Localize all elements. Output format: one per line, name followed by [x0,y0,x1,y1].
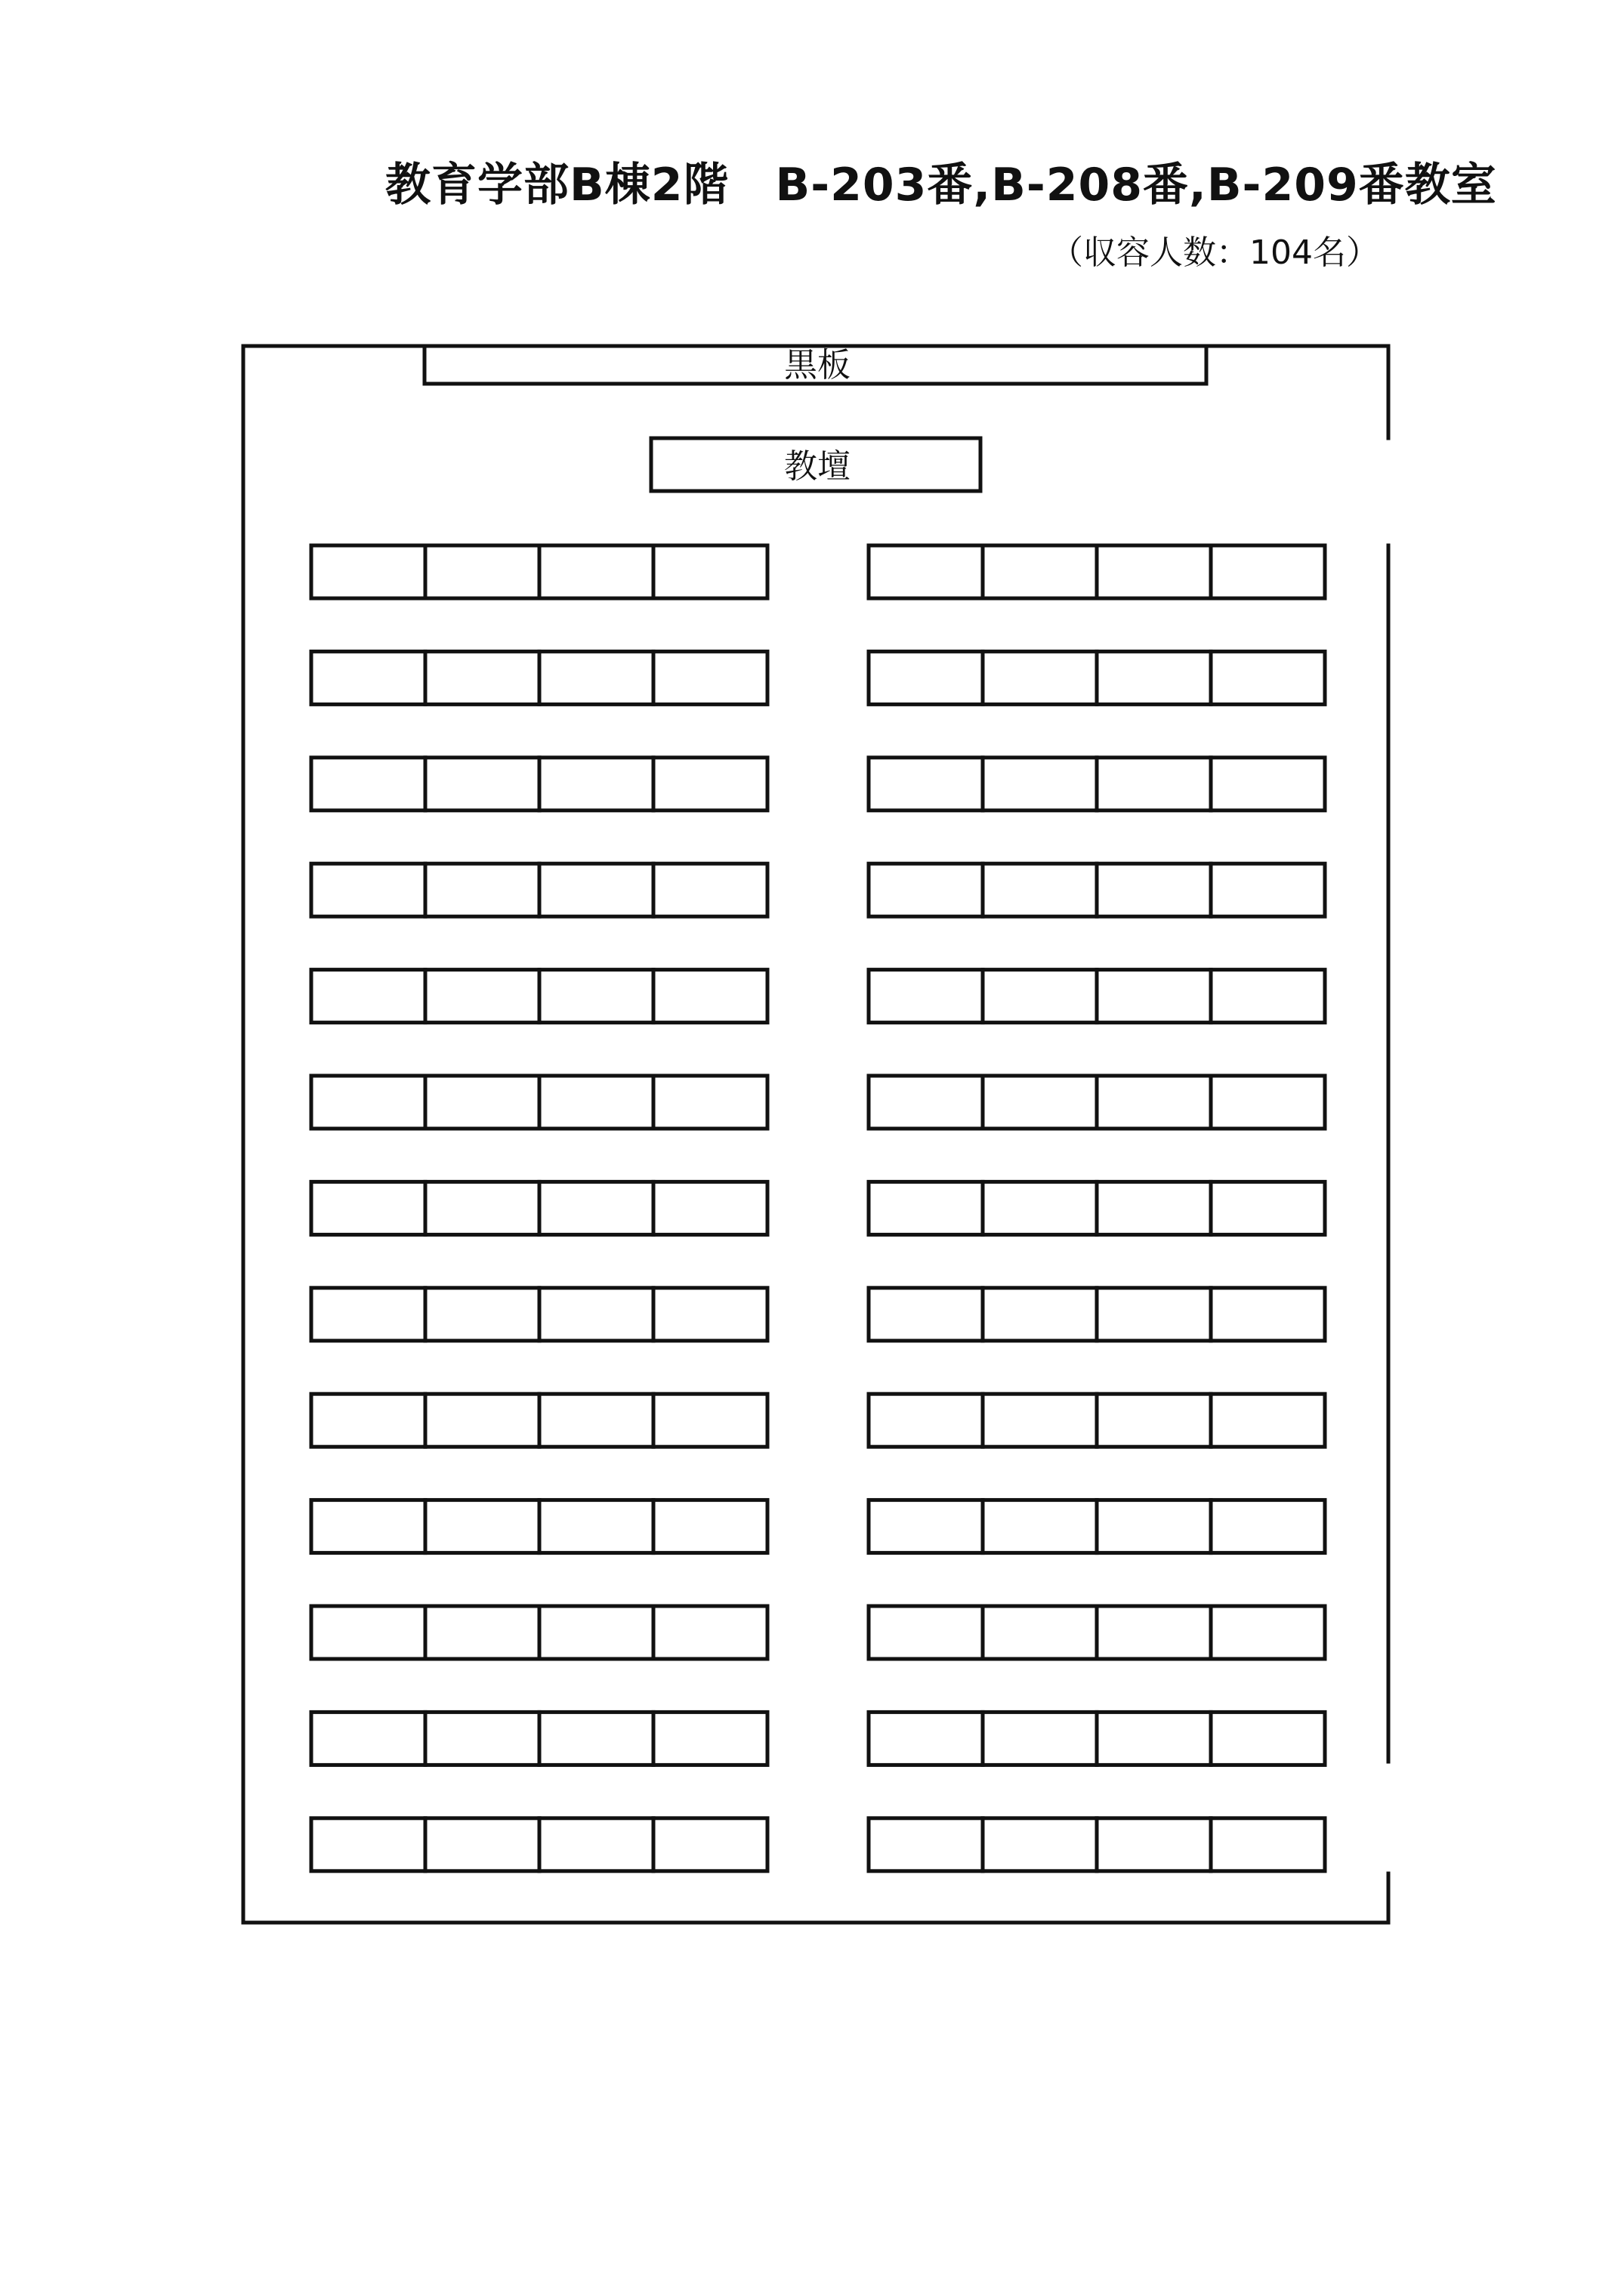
seat [1097,758,1211,811]
seat [653,1076,767,1129]
seat [539,1288,653,1341]
seat [1211,1818,1325,1871]
seat [311,1076,425,1129]
seat [311,545,425,598]
seat [653,1712,767,1765]
seat [1211,545,1325,598]
seat [311,758,425,811]
seat [869,758,983,811]
seat [983,1076,1097,1129]
seat [983,1181,1097,1234]
seat [1211,863,1325,916]
seat [311,651,425,704]
seat [1211,758,1325,811]
seat [983,1288,1097,1341]
seat [869,651,983,704]
seat [539,758,653,811]
seat [1097,1181,1211,1234]
seat [425,545,539,598]
seat [539,1712,653,1765]
seat [311,1181,425,1234]
seat [1211,1288,1325,1341]
seat [653,651,767,704]
seat [653,970,767,1023]
seat [425,863,539,916]
seat [425,1181,539,1234]
seat [539,545,653,598]
seat [425,1394,539,1447]
seat [539,1076,653,1129]
seat [869,1712,983,1765]
seat [869,1076,983,1129]
seat [539,1606,653,1659]
seat [425,1500,539,1553]
seat [1097,1712,1211,1765]
seat [983,651,1097,704]
blackboard-label: 黒板 [784,346,851,385]
seat [1097,1818,1211,1871]
seat [539,1500,653,1553]
seat [1097,1288,1211,1341]
seat [1097,1500,1211,1553]
seat [983,1606,1097,1659]
seat [425,1606,539,1659]
seat [425,1288,539,1341]
seat [869,970,983,1023]
seat [1211,1181,1325,1234]
seat [539,863,653,916]
seat [1211,1076,1325,1129]
seat [983,1712,1097,1765]
seat [425,1712,539,1765]
seat [1097,1606,1211,1659]
seat [869,1288,983,1341]
seat [539,970,653,1023]
seat [983,863,1097,916]
capacity-note: （収容人数：104名） [1050,233,1379,272]
seat [311,1712,425,1765]
seat [1097,863,1211,916]
seat [1211,1712,1325,1765]
seat [983,1394,1097,1447]
seat [653,1181,767,1234]
page-title: 教育学部B棟2階 B-203番,B-208番,B-209番教室 [385,159,1497,212]
seat [311,1818,425,1871]
seat [1097,651,1211,704]
seat [869,1181,983,1234]
seat [653,545,767,598]
seat [311,1606,425,1659]
seat [1211,651,1325,704]
seat [311,1500,425,1553]
seat [869,1394,983,1447]
seat [869,1606,983,1659]
seat [1097,1394,1211,1447]
seat [425,970,539,1023]
seat [869,1500,983,1553]
seat [983,1500,1097,1553]
seat [983,545,1097,598]
seat [425,1818,539,1871]
seat [311,1288,425,1341]
seat [539,1181,653,1234]
seat [311,1394,425,1447]
seat [425,1076,539,1129]
seat [653,1500,767,1553]
seat [1211,1394,1325,1447]
seat [653,1394,767,1447]
seat [869,545,983,598]
seat [1097,545,1211,598]
seat [425,651,539,704]
seat [869,1818,983,1871]
seat [983,970,1097,1023]
seat [539,1818,653,1871]
seat [653,1606,767,1659]
seat [539,1394,653,1447]
seat [653,863,767,916]
seat [311,863,425,916]
seat [1211,970,1325,1023]
seat [311,970,425,1023]
seat [1211,1606,1325,1659]
seat [539,651,653,704]
seating-area [311,545,1325,1871]
seat [425,758,539,811]
seat [653,1288,767,1341]
seat [983,1818,1097,1871]
seat [869,863,983,916]
seat [653,758,767,811]
seat [1097,1076,1211,1129]
seat [653,1818,767,1871]
seat [983,758,1097,811]
seat [1211,1500,1325,1553]
podium-label: 教壇 [784,447,851,486]
seat [1097,970,1211,1023]
